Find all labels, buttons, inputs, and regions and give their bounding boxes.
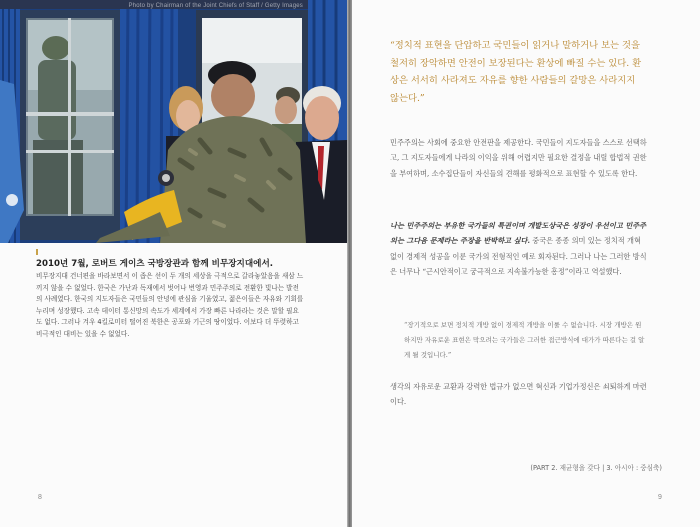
- source-reference: (PART 2. 재균형을 갖다 | 3. 아시아 : 중심축): [530, 464, 662, 472]
- emphasized-thesis: 나는 민주주의는 부유한 국가들의 특권이며 개발도상국은 성장이 우선이고 민주주의는 그다음 문제라는 주장을 반박하고 싶다.: [390, 221, 647, 246]
- left-page: [0, 0, 347, 527]
- dmz-photo-illustration: [0, 0, 347, 243]
- caption-body: 비무장지대 건너편을 바라보면서 이 좁은 선이 두 개의 세상을 극적으로 갈라놓았음을 새삼 느끼지 않을 수 없었다. 한국은 가난과 독재에서 벗어나 번영과 민주주의로 전환한 빛나는 발전의 사례였다. 한국의 지도자들은 국민들의 안녕에 관심을 기울였고, 젊은이들은 자유와 기회를 누리며 성장했다. 고속 데이터 통신망의 속도가 세계에서 가장 빠른 나라라는 것은 말할 필요도 없다. 그러나 겨우 4킬로미터 떨어진 북한은 공포와 기근의 땅이었다. 이보다 더 뚜렷하고 비극적인 대비는 있을 수 없었다.: [36, 272, 304, 338]
- right-page: [352, 0, 700, 527]
- paragraph-2-text: 중국은 종종 의미 있는 정치적 개혁 없이 경제적 성공을 이룬 국가의 전형적인 예로 회자된다. 그러나 나는 그러한 방식은 너무나 “근시안적이고 궁극적으로 지속불가능한 흥정”이라고 역설했다.: [390, 236, 647, 277]
- page-number-left: 8: [38, 494, 42, 501]
- block-quote: “장기적으로 보면 정치적 개방 없이 경제적 개방을 이룰 수 없습니다. 시장 개방은 원하지만 자유로운 표현은 막으려는 국가들은 그러한 접근방식에 대가가 따른다는 걸 알게 될 것입니다.”: [404, 321, 645, 359]
- body-paragraph-3: 생각의 자유로운 교환과 강력한 법규가 없으면 혁신과 기업가정신은 쇠퇴하게 마련이다.: [390, 382, 647, 407]
- pull-quote: “정치적 표현을 단압하고 국민들이 읽거나 말하거나 보는 것을 철저히 장악하면 안전이 보장된다는 환상에 빠질 수는 있다. 환상은 서서히 사라져도 자유를 향한 사람들의 갈망은 사라지지 않는다.”: [390, 40, 642, 104]
- photo-credit: Photo by Chairman of the Joint Chiefs of Staff / Getty Images: [128, 3, 303, 9]
- dmz-photo: [0, 0, 347, 243]
- caption-marker: [36, 249, 38, 255]
- body-paragraph-2: [390, 218, 650, 280]
- body-paragraph-1: 민주주의는 사회에 중요한 안전판을 제공한다. 국민들이 지도자들을 스스로 선택하고, 그 지도자들에게 나라의 이익을 위해 어렵지만 필요한 결정을 내릴 합법적 권한을 부여하며, 소수집단들이 자신들의 견해를 평화적으로 표현할 수 있도록 한다.: [390, 138, 647, 178]
- page-number-right: 9: [658, 494, 662, 501]
- caption-title: 2010년 7월, 로버트 게이츠 국방장관과 함께 비무장지대에서.: [36, 259, 274, 269]
